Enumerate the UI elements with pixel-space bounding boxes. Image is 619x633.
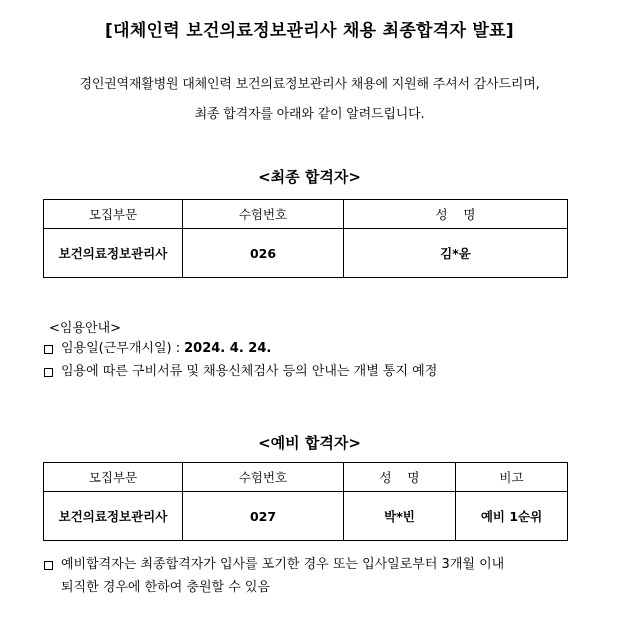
- reserve-note-line-2: 퇴직한 경우에 한하여 충원할 수 있음: [61, 580, 271, 595]
- square-bullet-icon: [44, 368, 53, 377]
- reserve-table-header-row: [44, 463, 568, 492]
- header-name: 성 명: [344, 463, 456, 492]
- reserve-note-line-1: 예비합격자는 최종합격자가 입사를 포기한 경우 또는 입사일로부터 3개월 이내: [61, 557, 505, 572]
- reserve-section-title: <예비 합격자>: [258, 434, 361, 452]
- header-exam-number: 수험번호: [183, 200, 344, 229]
- cell-department: 보건의료정보관리사: [44, 492, 183, 541]
- intro-line-1: 경인권역재활병원 대체인력 보건의료정보관리사 채용에 지원해 주셔서 감사드리며,: [79, 77, 540, 92]
- notice-item-text: 임용에 따른 구비서류 및 채용신체검사 등의 안내는 개별 통지 예정: [61, 364, 438, 379]
- header-exam-number: 수험번호: [183, 463, 344, 492]
- square-bullet-icon: [44, 345, 53, 354]
- notice-item-documents: [44, 360, 437, 383]
- table-row: [44, 492, 568, 541]
- reserve-note: [44, 553, 584, 599]
- cell-name: 김*윤: [344, 229, 568, 278]
- final-table-header-row: [44, 200, 568, 229]
- final-section-title: <최종 합격자>: [258, 168, 361, 186]
- cell-name: 박*빈: [344, 492, 456, 541]
- header-department: 모집부문: [44, 463, 183, 492]
- cell-remarks: 예비 1순위: [456, 492, 568, 541]
- header-department: 모집부문: [44, 200, 183, 229]
- notice-item-start-date: [44, 337, 271, 360]
- header-name: 성 명: [344, 200, 568, 229]
- page-title: [대체인력 보건의료정보관리사 채용 최종합격자 발표]: [105, 21, 514, 41]
- table-row: [44, 229, 568, 278]
- square-bullet-icon: [44, 561, 53, 570]
- final-table: [43, 199, 568, 278]
- start-date-value: 2024. 4. 24.: [184, 341, 272, 356]
- reserve-table: [43, 462, 568, 541]
- notice-label: <임용안내>: [49, 321, 122, 336]
- reserve-note-text: [61, 553, 504, 599]
- cell-exam-number: 026: [183, 229, 344, 278]
- cell-department: 보건의료정보관리사: [44, 229, 183, 278]
- header-remarks: 비고: [456, 463, 568, 492]
- cell-exam-number: 027: [183, 492, 344, 541]
- notice-item-text: 임용일(근무개시일) :: [61, 341, 181, 356]
- intro-line-2: 최종 합격자를 아래와 같이 알려드립니다.: [194, 107, 425, 122]
